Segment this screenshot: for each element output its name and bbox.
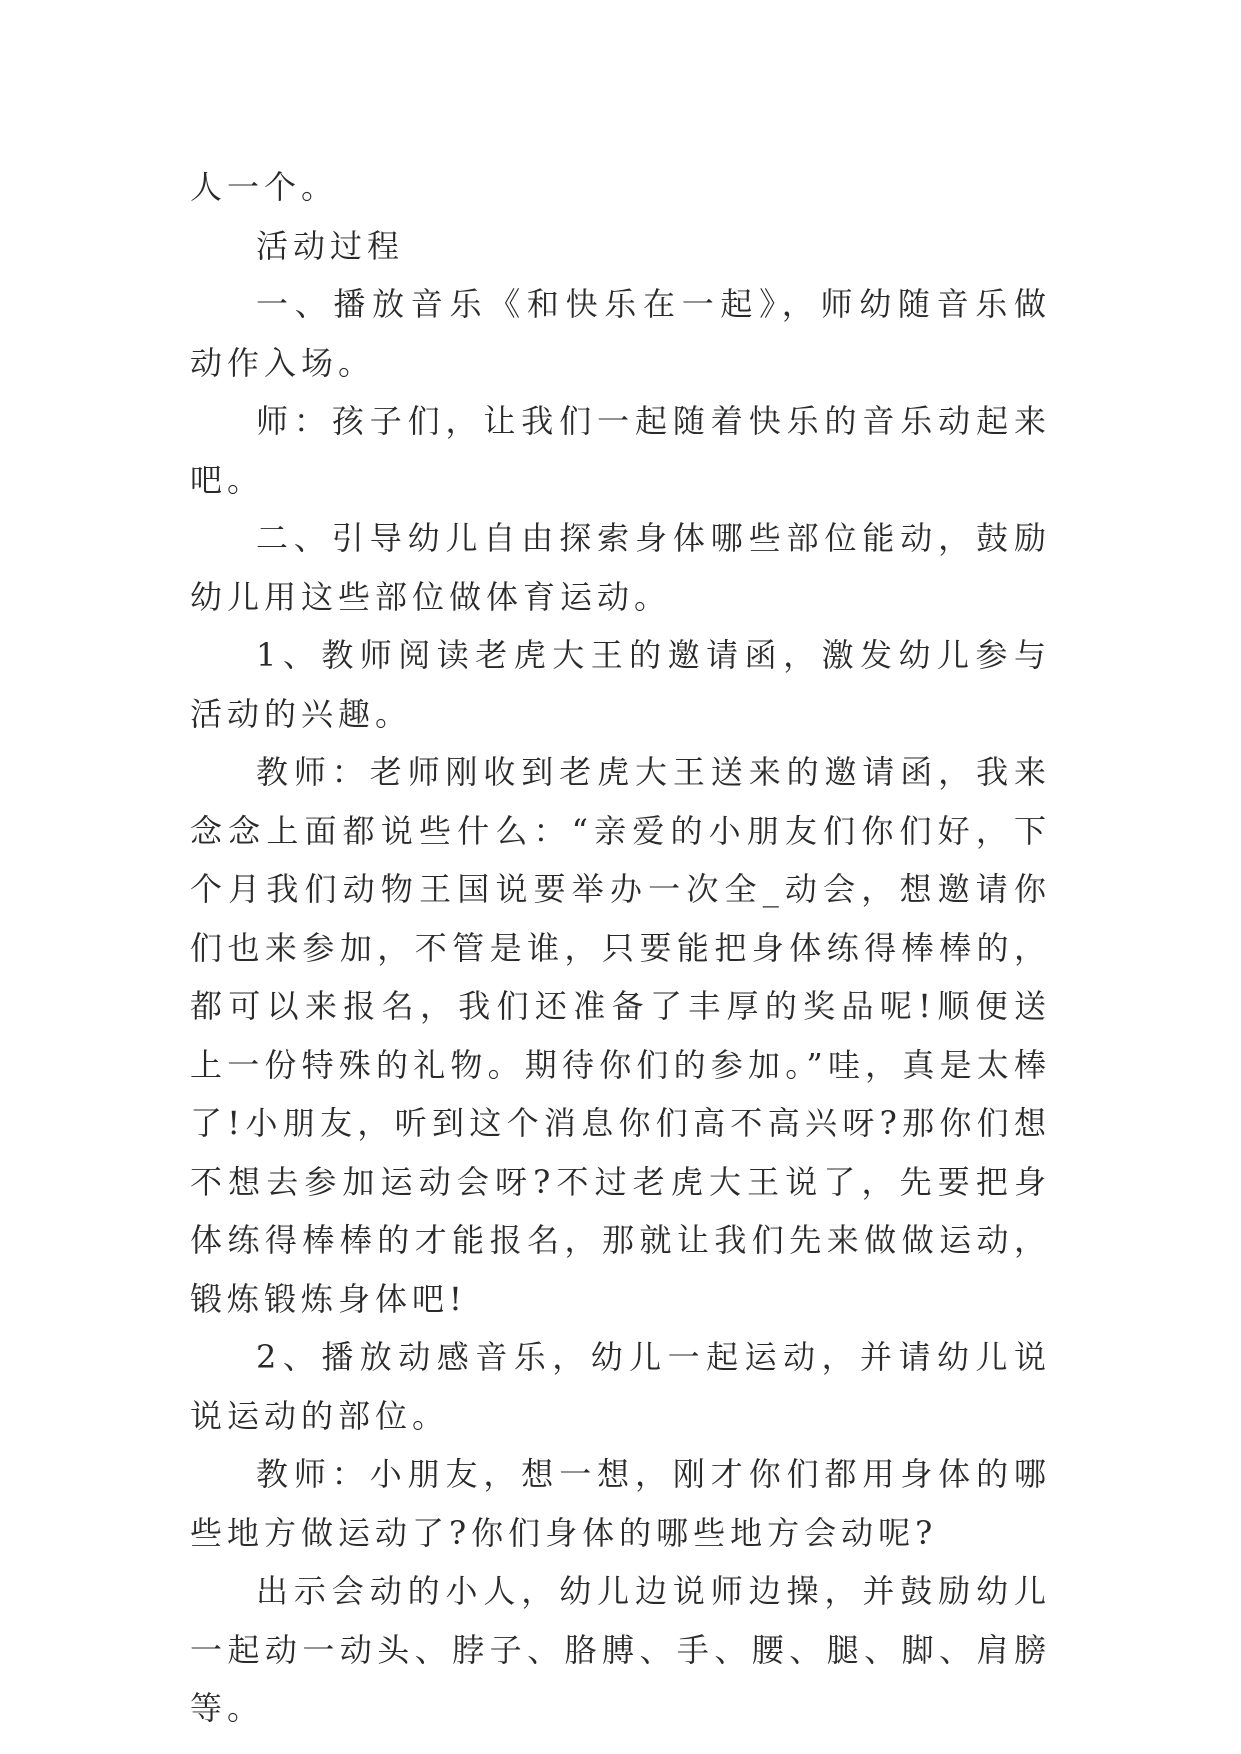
- paragraph-teacher-question: 教师：小朋友，想一想，刚才你们都用身体的哪些地方做运动了?你们身体的哪些地方会动呢?: [190, 1455, 1051, 1552]
- paragraph-continuation: 人一个。: [190, 168, 339, 206]
- paragraph-invitation-letter: 教师：老师刚收到老虎大王送来的邀请函，我来念念上面都说些什么：“亲爱的小朋友们你们好，下个月我们动物王国说要举办一次全_动会，想邀请你们也来参加，不管是谁，只要能把身体练得棒棒的，都可以来报名，我们还准备了丰厚的奖品呢!顺便送上一份特殊的礼物。期待你们的参加。”哇，真是太棒了!小朋友，听到这个消息你们高不高兴呀?那你们想不想去参加运动会呀?不过老虎大王说了，先要把身体练得棒棒的才能报名，那就让我们先来做做运动，锻炼锻炼身体吧!: [190, 753, 1051, 1318]
- paragraph-step-one: 一、播放音乐《和快乐在一起》，师幼随音乐做动作入场。: [190, 285, 1051, 382]
- document-body: [190, 158, 1051, 1738]
- paragraph-body-parts: 出示会动的小人，幼儿边说师边操，并鼓励幼儿一起动一动头、脖子、胳膊、手、腰、腿、脚、肩膀等。: [190, 1572, 1051, 1727]
- paragraph-teacher-line: 师：孩子们，让我们一起随着快乐的音乐动起来吧。: [190, 402, 1051, 499]
- paragraph-substep-two: 2、播放动感音乐，幼儿一起运动，并请幼儿说说运动的部位。: [190, 1338, 1051, 1435]
- section-heading-activity-process: 活动过程: [256, 226, 405, 265]
- paragraph-step-two: 二、引导幼儿自由探索身体哪些部位能动，鼓励幼儿用这些部位做体育运动。: [190, 519, 1051, 616]
- paragraph-substep-one: 1、教师阅读老虎大王的邀请函，激发幼儿参与活动的兴趣。: [190, 636, 1051, 733]
